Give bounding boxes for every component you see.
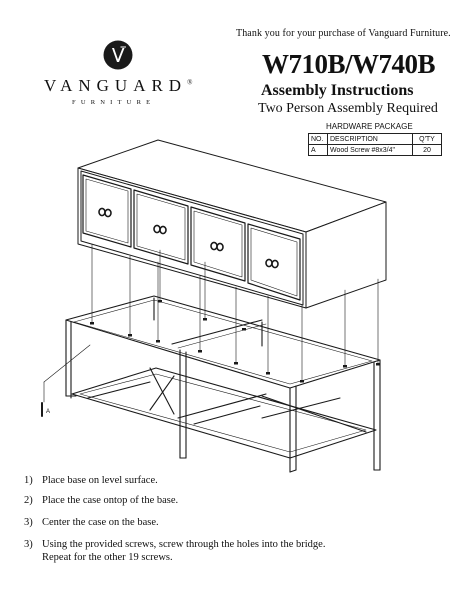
col-qty-header: Q'TY — [413, 134, 442, 145]
hardware-no: A — [309, 145, 328, 156]
screw-hole-markers — [90, 300, 380, 383]
hardware-description: Wood Screw #8x3/4" — [328, 145, 413, 156]
step-number: 3) — [24, 517, 33, 528]
step-text: Using the provided screws, screw through the holes into the bridge. — [42, 539, 326, 550]
brand-subtitle: FURNITURE — [72, 99, 156, 106]
hardware-qty: 20 — [413, 145, 442, 156]
list-item — [24, 494, 178, 507]
step-text: Place base on level surface. — [42, 475, 158, 486]
step-continuation: Repeat for the other 19 screws. — [42, 552, 173, 563]
step-number: 2) — [24, 495, 33, 506]
col-description-header: DESCRIPTION — [328, 134, 413, 145]
thank-you-note: Thank you for your purchase of Vanguard Furniture. — [236, 28, 451, 39]
hardware-package-title: HARDWARE PACKAGE — [326, 122, 413, 131]
assembly-requirement: Two Person Assembly Required — [258, 101, 438, 116]
list-item — [24, 538, 325, 564]
assembly-title: Assembly Instructions — [261, 82, 414, 99]
step-text: Center the case on the base. — [42, 517, 159, 528]
model-number: W710B/W740B — [262, 49, 436, 79]
cabinet-case — [78, 140, 386, 308]
screw-a-label: A — [46, 409, 51, 415]
metal-base — [66, 296, 380, 472]
registered-mark: ® — [187, 78, 193, 87]
col-no-header: NO. — [309, 134, 328, 145]
step-number: 1) — [24, 475, 33, 486]
step-number: 3) — [24, 539, 33, 550]
list-item — [24, 474, 158, 487]
list-item — [24, 516, 159, 529]
brand-name: VANGUARD® — [44, 76, 193, 95]
step-text: Place the case ontop of the base. — [42, 495, 179, 506]
